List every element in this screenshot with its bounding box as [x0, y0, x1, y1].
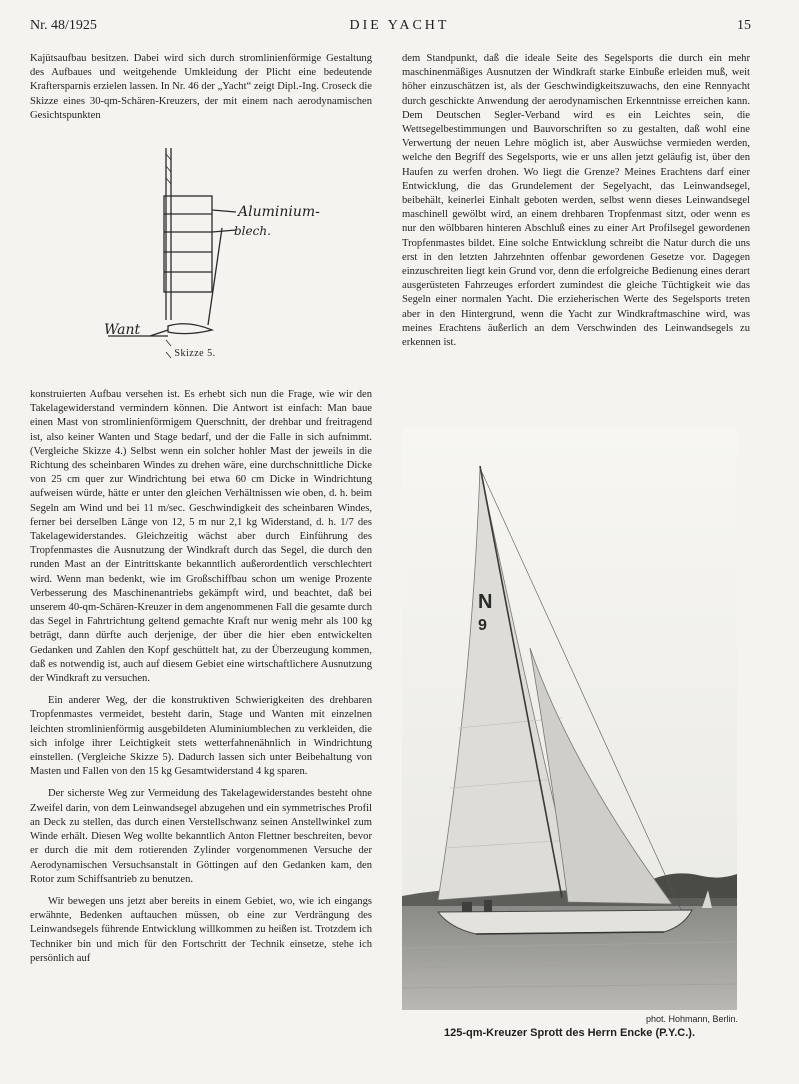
issue-number: Nr. 48/1925: [30, 18, 97, 33]
page-number: 15: [737, 18, 751, 33]
paragraph: Kajütsaufbau besitzen. Dabei wird sich durch stromlinienförmige Gestaltung des Aufbaues und weitgehende Umkleidung der Plicht eine bedeutende Kraftersparnis erzielen lassen. In Nr. 46 der „Yacht“ zeigt Dipl.-Ing. Croseck die Skizze eines 30-qm-Schären-Kreuzers, der mit einem nach aerodynamischen Gesichtspunkten: [30, 53, 372, 121]
paragraph: Der sicherste Weg zur Vermeidung des Takelagewiderstandes besteht ohne Zweifel darin, von dem Leinwandsegel abzugehen und ein symmetrisches Profil an Deck zu stellen, das durch einen Verstellschwanz seinen Anstellwinkel zum Winde erhält. Diesen Weg wollte bekanntlich Anton Flettner beschreiten, bevor er durch die mit dem rotierenden Zylinder vorgenommenen Versuche der Aerodynamischen Versuchsanstalt in Göttingen auf den Gedanken kam, den Rotor zum Schiffsantrieb zu benutzen.: [30, 788, 372, 885]
left-column-top: [30, 52, 372, 123]
paragraph: konstruierten Aufbau versehen ist. Es erhebt sich nun die Frage, wie wir den Takelagewiderstand vermindern können. Die Antwort ist einfach: Man baue einen Mast von stromlinienförmigem Querschnitt, der drehbar und freitragend ist, also keiner Wanten und Stage bedarf, und der die Falle in sich aufnimmt. (Vergleiche Skizze 4.) Selbst wenn ein solcher hohler Mast der jeweils in die Richtung des scheinbaren Windes zu drehen wäre, eine durchschnittliche Dicke von 25 cm quer zur Windrichtung bei etwa 60 cm Dicke in Windrichtung aufweisen würde, hätte er unter den gleichen Verhältnissen wie oben, d. h. beim Segeln am Wind und bei 11 m/sec. Geschwindigkeit des scheinbaren Windes, ferner bei derselben Länge von 12, 5 m nur 2,1 kg Widerstand, d. h. 1/7 des Takelagewiderstandes. Gleichzeitig wächst aber durch Einführung des Tropfenmastes die Ausnutzung der Windkraft durch das Segel, die durch den runden Mast an der Eintrittskante bekanntlich außerordentlich verschlechtert wird. Wenn man bedenkt, wie im Großschiffbau schon um wenige Prozente Verbesserung des Maschinenantriebs gekämpft wird, und beachtet, daß bei unserem 40-qm-Schären-Kreuzer in dem angenommenen Fall die gesamte durch das Segel in Fahrtrichtung geltend gemachte Kraft nur wenig mehr als 100 kg beträgt, dann dürfte auch derjenige, der über die hier eben entwickelten Gedanken und Zahlen den Kopf geschüttelt hat, zu der Überzeugung kommen, daß es notwendig ist, auch auf diesem Gebiet eine wirtschaftlichere Ausnutzung der Windkraft zu versuchen.: [30, 389, 372, 685]
sketch-caption: Skizze 5.: [174, 348, 216, 359]
paragraph: Wir bewegen uns jetzt aber bereits in einem Gebiet, wo, wie ich eingangs erwähnte, Bedenken auftauchen müssen, ob eine zur Verdrängung des Leinwandsegels führende Entwicklung willkommen zu heißen ist. Trotzdem ich Techniker bin und mich für den Fortschritt der Technik einsetze, stehe ich persönlich auf: [30, 895, 372, 964]
sketch-label-aluminium: Aluminium-: [238, 204, 320, 220]
left-column-bottom: [30, 388, 372, 966]
photo-caption: 125-qm-Kreuzer Sprott des Herrn Encke (P.Y.C.).: [443, 1027, 696, 1039]
sketch-5-drawing: [88, 140, 338, 370]
magazine-title: DIE YACHT: [349, 18, 450, 33]
photo-credit: phot. Hohmann, Berlin.: [645, 1014, 738, 1024]
sail-letter: N: [478, 591, 493, 613]
page-header: [0, 18, 799, 40]
sailboat-photo: [402, 428, 737, 1010]
sail-number: 9: [478, 617, 487, 634]
paragraph: Ein anderer Weg, der die konstruktiven Schwierigkeiten des drehbaren Tropfenmastes vermeidet, besteht darin, Stage und Wanten mit einzelnen leichten stromlinienförmig ausgebildeten Aluminiumblechen zu verkleiden, die sich infolge ihrer Leichtigkeit stets wetterfahnenähnlich in Windrichtung einstellen. (Vergleiche Skizze 5). Dadurch lassen sich unter Beibehaltung von Masten und Fallen von den 15 kg Gesamtwiderstand 4 kg sparen.: [30, 695, 372, 778]
paragraph: dem Standpunkt, daß die ideale Seite des Segelsports die durch ein mehr maschinenmäßiges Ausnutzen der Windkraft starke Einbuße erleiden muß, weit höher einzuschätzen ist, als der Geschwindigkeitszuwachs, den eine Rennyacht durch geschickte Anwendung der aerodynamischen Erkenntnisse erreichen kann. Dem Deutschen Segler-Verband wird es ein Leichtes sein, die Wettsegelbestimmungen und Bauvorschriften so zu gestalten, daß wohl eine Verwertung der neuen Lehre möglich ist, aber Auswüchse vermieden werden, welche den Begriff des Segelsports, wie er uns allen jetzt geläufig ist, über den Haufen zu werfen drohen. Wo liegt die Grenze? Meines Erachtens darf einer Entwicklung, die das Grundelement der Segelyacht, das Leinwandsegel, beibehält, keinerlei Einhalt geboten werden, selbst wenn dieses Leinwandsegel maschinell gewölbt wird, an einem drehbaren Tropfenmast sitzt, oder wenn es nur den wölbbaren hinteren Abschluß eines zu einer Art Profilsegel gewordenen Tropfenmastes bildet. Eine solche Entwicklung schreibt die Natur durch die uns erst in den letzten Jahrzehnten offenbar gewordenen Gesetze vor. Dagegen einzuschreiten liegt kein Grund vor, denn die erfolgreiche Bedienung eines derart ausgerüsteten Fahrzeuges erfordert zumindest die gleiche Tüchtigkeit wie das Segeln einer normalen Yacht. Die erzieherischen Werte des Segelsports treten aber in den Hintergrund, wenn die Yacht zur Windkraftmaschine wird, was meines Erachtens äußerlich an dem Verschwinden des Leinwandsegels zu erkennen ist.: [402, 53, 750, 349]
sketch-label-blech: blech.: [234, 224, 271, 238]
right-column: [402, 52, 750, 350]
sketch-label-want: Want: [104, 322, 141, 338]
